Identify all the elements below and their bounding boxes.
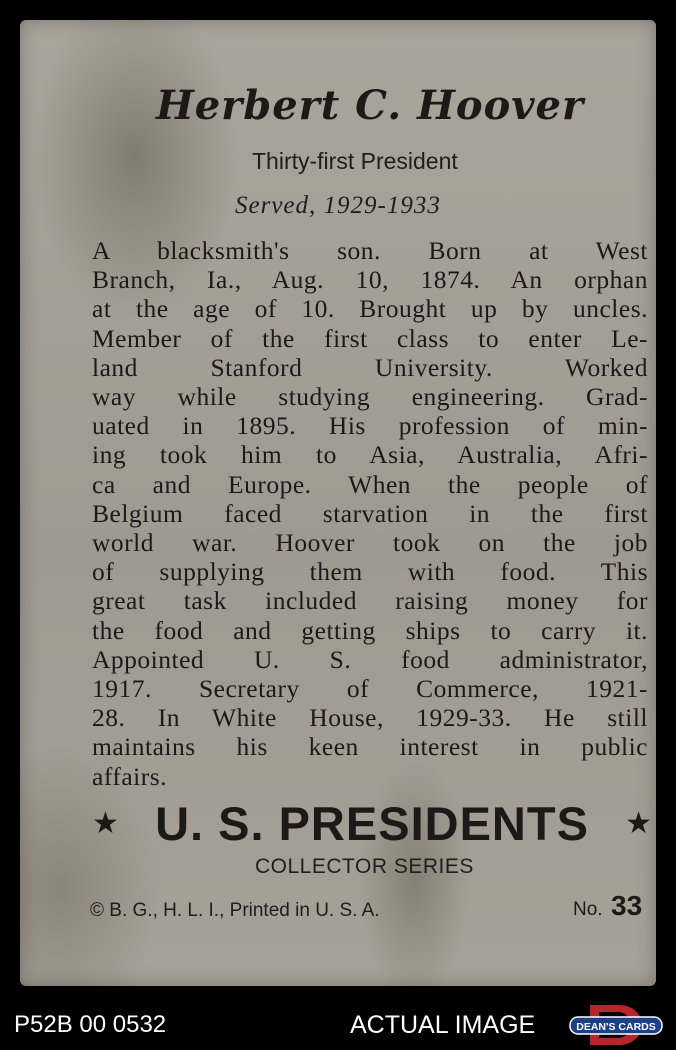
bio-line: world war. Hoover took on the job bbox=[92, 528, 648, 558]
bio-line: Appointed U. S. food administrator, bbox=[92, 644, 648, 674]
term-served: Served, 1929-1933 bbox=[235, 192, 441, 219]
bio-line: maintains his keen interest in public bbox=[92, 732, 648, 762]
deans-cards-logo bbox=[568, 1003, 664, 1047]
card-number-label: No. bbox=[573, 899, 603, 920]
card-number bbox=[573, 890, 642, 922]
bio-line: great task included raising money for bbox=[92, 586, 648, 616]
bio-line: 28. In White House, 1929-33. He still bbox=[92, 703, 648, 733]
bio-line: 1917. Secretary of Commerce, 1921- bbox=[92, 674, 648, 704]
bio-line: the food and getting ships to carry it. bbox=[92, 615, 648, 645]
president-ordinal: Thirty-first President bbox=[252, 148, 458, 174]
bio-line: land Stanford University. Worked bbox=[92, 352, 648, 382]
series-title-row bbox=[92, 796, 652, 851]
actual-image-label: ACTUAL IMAGE bbox=[350, 1011, 536, 1039]
president-name: Herbert C. Hoover bbox=[155, 82, 585, 129]
certification-id: P52B 00 0532 bbox=[14, 1011, 167, 1038]
trading-card-back bbox=[20, 20, 656, 986]
bio-line: Member of the first class to enter Le- bbox=[92, 323, 648, 353]
star-icon: ★ bbox=[625, 806, 652, 841]
star-icon: ★ bbox=[92, 806, 119, 841]
bio-line: affairs. bbox=[92, 761, 168, 791]
copyright-notice: © B. G., H. L. I., Printed in U. S. A. bbox=[90, 900, 380, 921]
bio-line: Belgium faced starvation in the first bbox=[92, 498, 648, 528]
series-subtitle: COLLECTOR SERIES bbox=[255, 855, 474, 878]
logo-text: DEAN'S CARDS bbox=[576, 1021, 656, 1033]
bio-line: Branch, Ia., Aug. 10, 1874. An orphan bbox=[92, 265, 648, 295]
card-number-value: 33 bbox=[611, 890, 643, 921]
bio-line: of supplying them with food. This bbox=[92, 557, 648, 587]
biography-text bbox=[92, 236, 648, 791]
bio-line: uated in 1895. His profession of min- bbox=[92, 411, 648, 441]
bio-line: way while studying engineering. Grad- bbox=[92, 382, 648, 412]
bio-line: ing took him to Asia, Australia, Afri- bbox=[92, 440, 648, 470]
bio-line: at the age of 10. Brought up by uncles. bbox=[92, 294, 648, 324]
bio-line: A blacksmith's son. Born at West bbox=[92, 236, 648, 265]
bio-line: ca and Europe. When the people of bbox=[92, 469, 648, 499]
series-title: U. S. PRESIDENTS bbox=[155, 797, 589, 850]
